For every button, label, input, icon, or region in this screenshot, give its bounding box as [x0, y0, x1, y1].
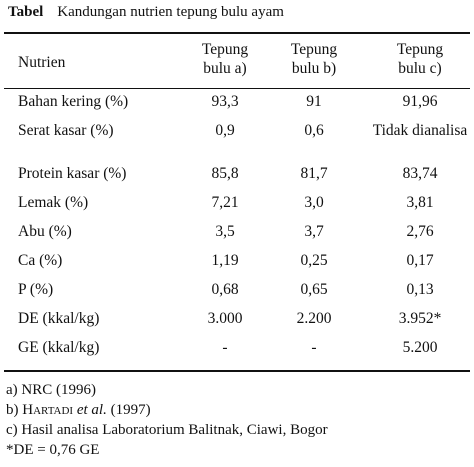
- cell-a: 7,21: [211, 194, 239, 211]
- bottom-rule: [4, 370, 470, 372]
- row-label: GE (kkal/kg): [18, 339, 100, 356]
- header-c3-line1: Tepung: [396, 41, 444, 58]
- cell-c: 91,96: [402, 93, 438, 110]
- row-label: Protein kasar (%): [18, 165, 127, 182]
- table-row: [0, 164, 474, 193]
- header-tepung-bulu-b: [274, 40, 354, 78]
- table-tag: Tabel: [8, 4, 44, 20]
- table-footnotes: [6, 380, 328, 460]
- header-c1-line2: bulu a): [203, 60, 247, 77]
- header-c3-line2: bulu c): [398, 60, 442, 77]
- table-row: [0, 251, 474, 280]
- cell-c: 0,13: [406, 281, 434, 298]
- cell-a: 1,19: [211, 252, 239, 269]
- cell-b: 0,6: [304, 122, 324, 139]
- cell-a: -: [222, 339, 228, 356]
- footnote-b: [6, 400, 328, 420]
- cell-b: 81,7: [300, 165, 328, 182]
- row-label: P (%): [18, 281, 54, 298]
- header-c1-line1: Tepung: [201, 41, 249, 58]
- cell-b: 0,65: [300, 281, 328, 298]
- cell-c: 83,74: [402, 165, 438, 182]
- cell-b: 91: [306, 93, 322, 110]
- header-nutrien: Nutrien: [18, 54, 66, 71]
- table-row: [0, 121, 474, 164]
- cell-c: 3,81: [406, 194, 434, 211]
- cell-a: 3,5: [215, 223, 235, 240]
- footnote-b-etal: et al.: [73, 402, 107, 418]
- footnote-c: c) Hasil analisa Laboratorium Balitnak, Ciawi, Bogor: [6, 422, 328, 438]
- row-label: Bahan kering (%): [18, 93, 129, 110]
- row-label: Lemak (%): [18, 194, 89, 211]
- cell-c: 0,17: [406, 252, 434, 269]
- cell-c: 2,76: [406, 223, 434, 240]
- table-body: [0, 92, 474, 367]
- table-row: [0, 338, 474, 367]
- row-label: Abu (%): [18, 223, 72, 240]
- table-row: [0, 309, 474, 338]
- row-label: Ca (%): [18, 252, 63, 269]
- table-row: [0, 280, 474, 309]
- header-c2-line1: Tepung: [290, 41, 338, 58]
- header-c2-line2: bulu b): [291, 60, 337, 77]
- cell-a: 3.000: [207, 310, 243, 327]
- header-tepung-bulu-c: [372, 40, 468, 78]
- table-row: [0, 193, 474, 222]
- cell-b: 0,25: [300, 252, 328, 269]
- cell-a: 0,68: [211, 281, 239, 298]
- footnote-b-author: Hartadi: [22, 402, 74, 418]
- row-label: Serat kasar (%): [18, 122, 114, 139]
- cell-c: 5.200: [402, 339, 438, 356]
- cell-b: 2.200: [296, 310, 332, 327]
- cell-c: Tidak dianalisa: [372, 122, 468, 139]
- cell-c: 3.952*: [398, 310, 442, 327]
- footnote-b-year: (1997): [106, 402, 151, 418]
- cell-a: 0,9: [215, 122, 235, 139]
- footnote-b-prefix: b): [6, 402, 23, 418]
- top-rule: [4, 32, 470, 34]
- cell-b: -: [311, 339, 317, 356]
- header-tepung-bulu-a: [180, 40, 270, 78]
- row-label: DE (kkal/kg): [18, 310, 100, 327]
- footnote-de: *DE = 0,76 GE: [6, 442, 100, 458]
- table-row: [0, 92, 474, 121]
- table-caption: [8, 4, 284, 21]
- cell-b: 3,7: [304, 223, 324, 240]
- cell-a: 85,8: [211, 165, 239, 182]
- footnote-a: a) NRC (1996): [6, 382, 96, 398]
- table-title: Kandungan nutrien tepung bulu ayam: [57, 4, 284, 20]
- cell-b: 3,0: [304, 194, 324, 211]
- cell-a: 93,3: [211, 93, 239, 110]
- header-rule: [4, 88, 470, 89]
- table-row: [0, 222, 474, 251]
